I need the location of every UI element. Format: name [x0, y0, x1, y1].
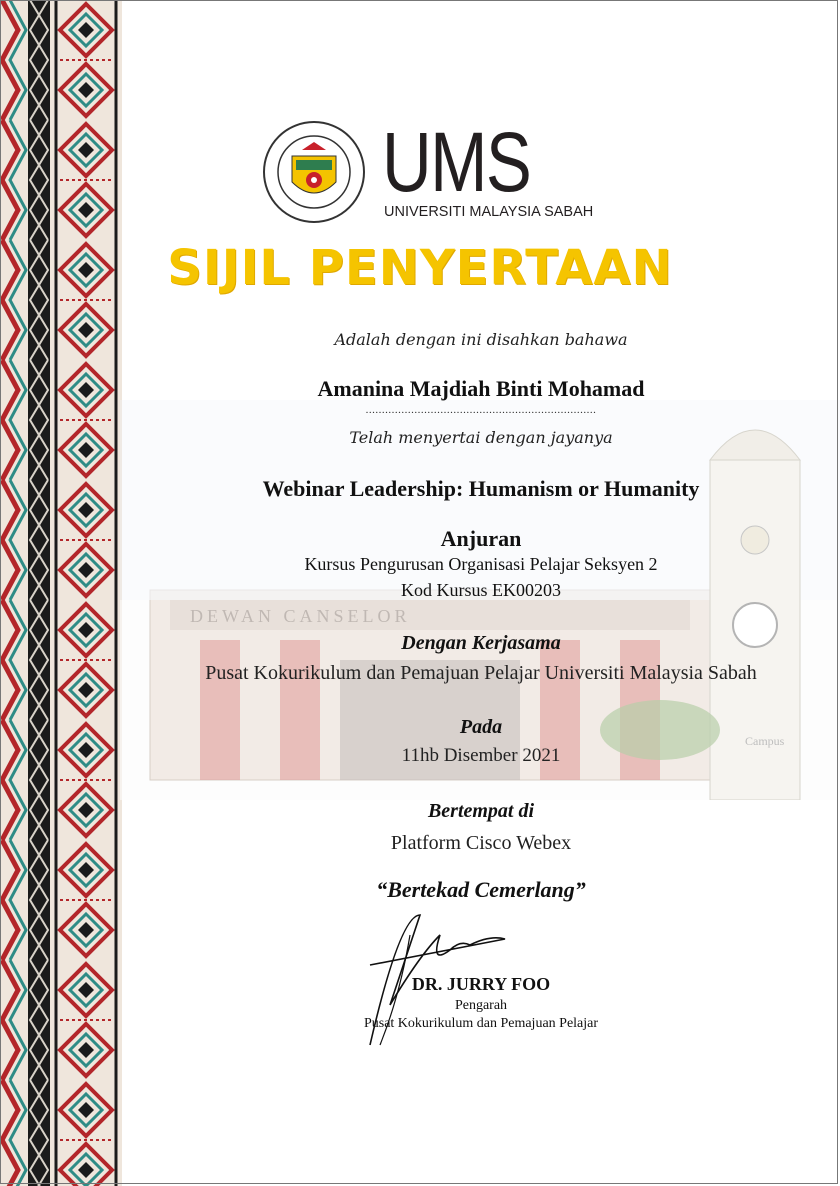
signatory-department: Pusat Kokurikulum dan Pemajuan Pelajar: [363, 1016, 599, 1031]
ums-subtitle: UNIVERSITI MALAYSIA SABAH: [384, 204, 594, 220]
ums-wordmark: UMS: [382, 115, 531, 209]
participation-text: Telah menyertai dengan jayanya: [349, 428, 613, 447]
venue-text: Platform Cisco Webex: [390, 832, 572, 854]
campus-label: Campus: [745, 734, 785, 748]
collab-heading: Dengan Kerjasama: [401, 632, 561, 654]
motto-text: “Bertekad Cemerlang”: [376, 877, 586, 902]
venue-heading: Bertempat di: [427, 800, 535, 822]
collaborator-text: Pusat Kokurikulum dan Pemajuan Pelajar Universiti Malaysia Sabah: [205, 662, 757, 684]
organizer-course: Kursus Pengurusan Organisasi Pelajar Seksyen 2: [304, 554, 658, 574]
signatory-position: Pengarah: [454, 998, 508, 1013]
ums-logo: [262, 115, 594, 228]
course-code: Kod Kursus EK00203: [401, 580, 561, 600]
date-heading: Pada: [459, 716, 503, 738]
organized-heading: Anjuran: [440, 526, 522, 551]
signatory-name: DR. JURRY FOO: [411, 974, 551, 994]
tribal-pattern-border: [0, 0, 122, 1186]
name-underline: .......................................................................: [365, 404, 597, 416]
intro-text: Adalah dengan ini disahkan bahawa: [334, 330, 628, 349]
signature-image: [340, 895, 520, 1055]
building-sign: DEWAN CANSELOR: [190, 606, 411, 626]
recipient-name: Amanina Majdiah Binti Mohamad: [317, 376, 645, 401]
certificate-title: SIJIL PENYERTAAN: [167, 240, 673, 296]
event-title: Webinar Leadership: Humanism or Humanity: [262, 476, 700, 501]
event-date: 11hb Disember 2021: [401, 745, 561, 766]
ums-seal-icon: [262, 120, 366, 224]
